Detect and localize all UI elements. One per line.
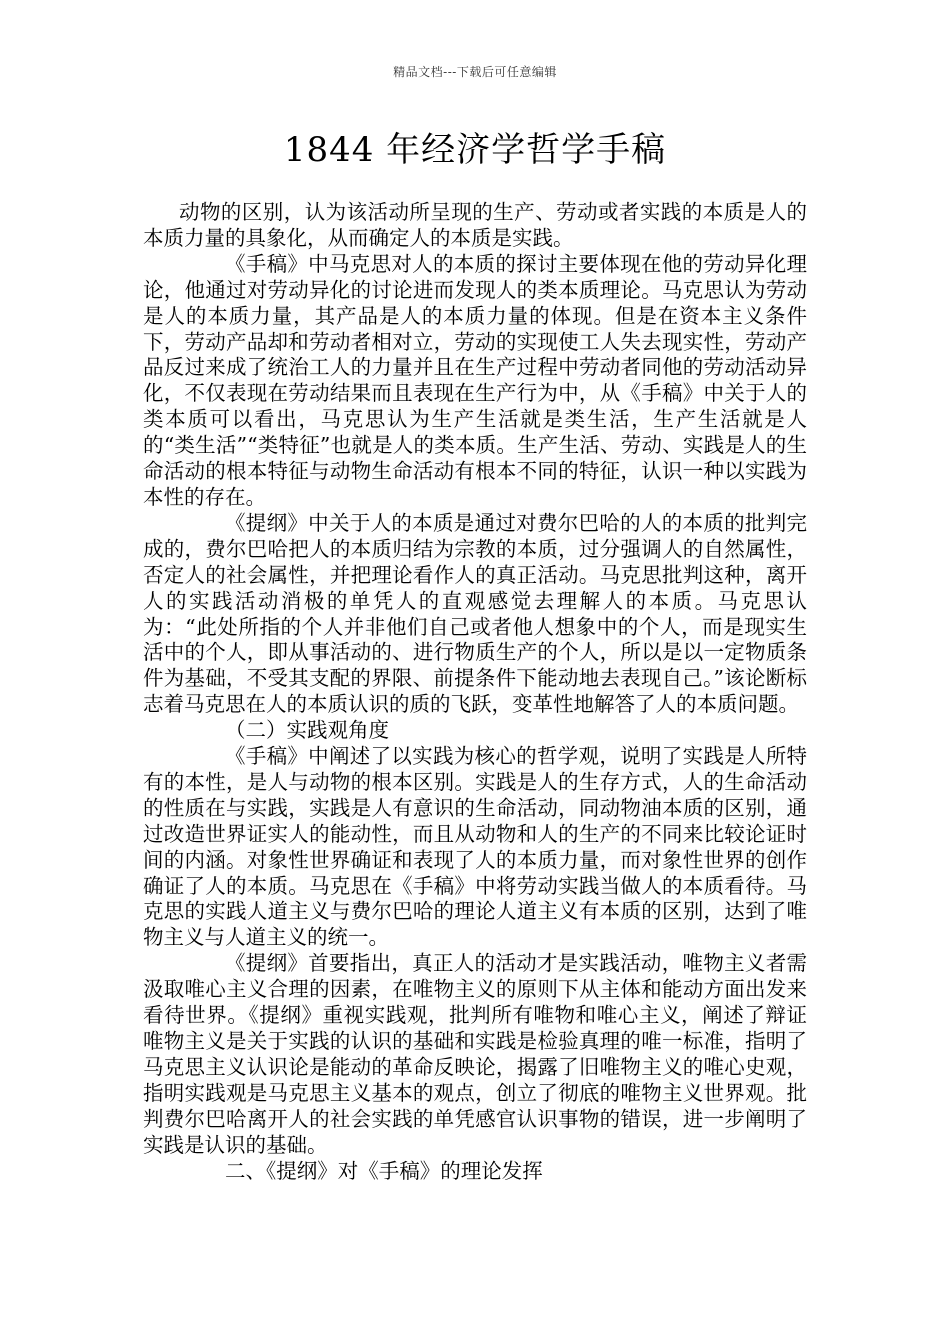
paragraph-3: 《提纲》中关于人的本质是通过对费尔巴哈的人的本质的批判完成的，费尔巴哈把人的本质归结为宗教的本质，过分强调人的自然属性，否定人的社会属性，并把理论看作人的真正活动。马克思批判这种，离开人的实践活动消极的单凭人的直观感觉去理解人的本质。马克思认为：“此处所指的个人并非他们自己或者他人想象中的个人，而是现实生活中的个人，即从事活动的、进行物质生产的个人，所以是以一定物质条件为基础，不受其支配的界限、前提条件下能动地去表现自己。”该论断标志着马克思在人的本质认识的质的飞跃，变革性地解答了人的本质问题。 bbox=[143, 510, 807, 717]
document-title: 1844 年经济学哲学手稿 bbox=[283, 130, 667, 170]
section-heading-practice: （二）实践观角度 bbox=[225, 718, 389, 743]
paragraph-2: 《手稿》中马克思对人的本质的探讨主要体现在他的劳动异化理论，他通过对劳动异化的讨论进而发现人的类本质理论。马克思认为劳动是人的本质力量，其产品是人的本质力量的体现。但是在资本主义条件下，劳动产品却和劳动者相对立，劳动的实现使工人失去现实性，劳动产品反过来成了统治工人的力量并且在生产过程中劳动者同他的劳动活动异化，不仅表现在劳动结果而且表现在生产行为中，从《手稿》中关于人的类本质可以看出，马克思认为生产生活就是类生活，生产生活就是人的“类生活”“类特征”也就是人的类本质。生产生活、劳动、实践是人的生命活动的根本特征与动物生命活动有根本不同的特征，认识一种以实践为本性的存在。 bbox=[143, 251, 807, 509]
section-heading-development: 二、《提纲》对《手稿》的理论发挥 bbox=[225, 1158, 543, 1183]
paragraph-1: 动物的区别，认为该活动所呈现的生产、劳动或者实践的本质是人的本质力量的具象化，从而确定人的本质是实践。 bbox=[143, 200, 807, 250]
paragraph-4: 《手稿》中阐述了以实践为核心的哲学观，说明了实践是人所特有的本性，是人与动物的根本区别。实践是人的生存方式，人的生命活动的性质在与实践，实践是人有意识的生命活动，同动物油本质的区别，通过改造世界证实人的能动性，而且从动物和人的生产的不同来比较论证时间的内涵。对象性世界确证和表现了人的本质力量，而对象性世界的创作确证了人的本质。马克思在《手稿》中将劳动实践当做人的本质看待。马克思的实践人道主义与费尔巴哈的理论人道主义有本质的区别，达到了唯物主义与人道主义的统一。 bbox=[143, 744, 807, 950]
header-note: 精品文档---下载后可任意编辑 bbox=[393, 65, 557, 79]
document-body bbox=[143, 200, 807, 1184]
paragraph-5: 《提纲》首要指出，真正人的活动才是实践活动，唯物主义者需汲取唯心主义合理的因素，在唯物主义的原则下从主体和能动方面出发来看待世界。《提纲》重视实践观，批判所有唯物和唯心主义，阐述了辩证唯物主义是关于实践的认识的基础和实践是检验真理的唯一标准，指明了马克思主义认识论是能动的革命反映论，揭露了旧唯物主义的唯心史观，指明实践观是马克思主义基本的观点，创立了彻底的唯物主义世界观。批判费尔巴哈离开人的社会实践的单凭感官认识事物的错误，进一步阐明了实践是认识的基础。 bbox=[143, 951, 807, 1157]
